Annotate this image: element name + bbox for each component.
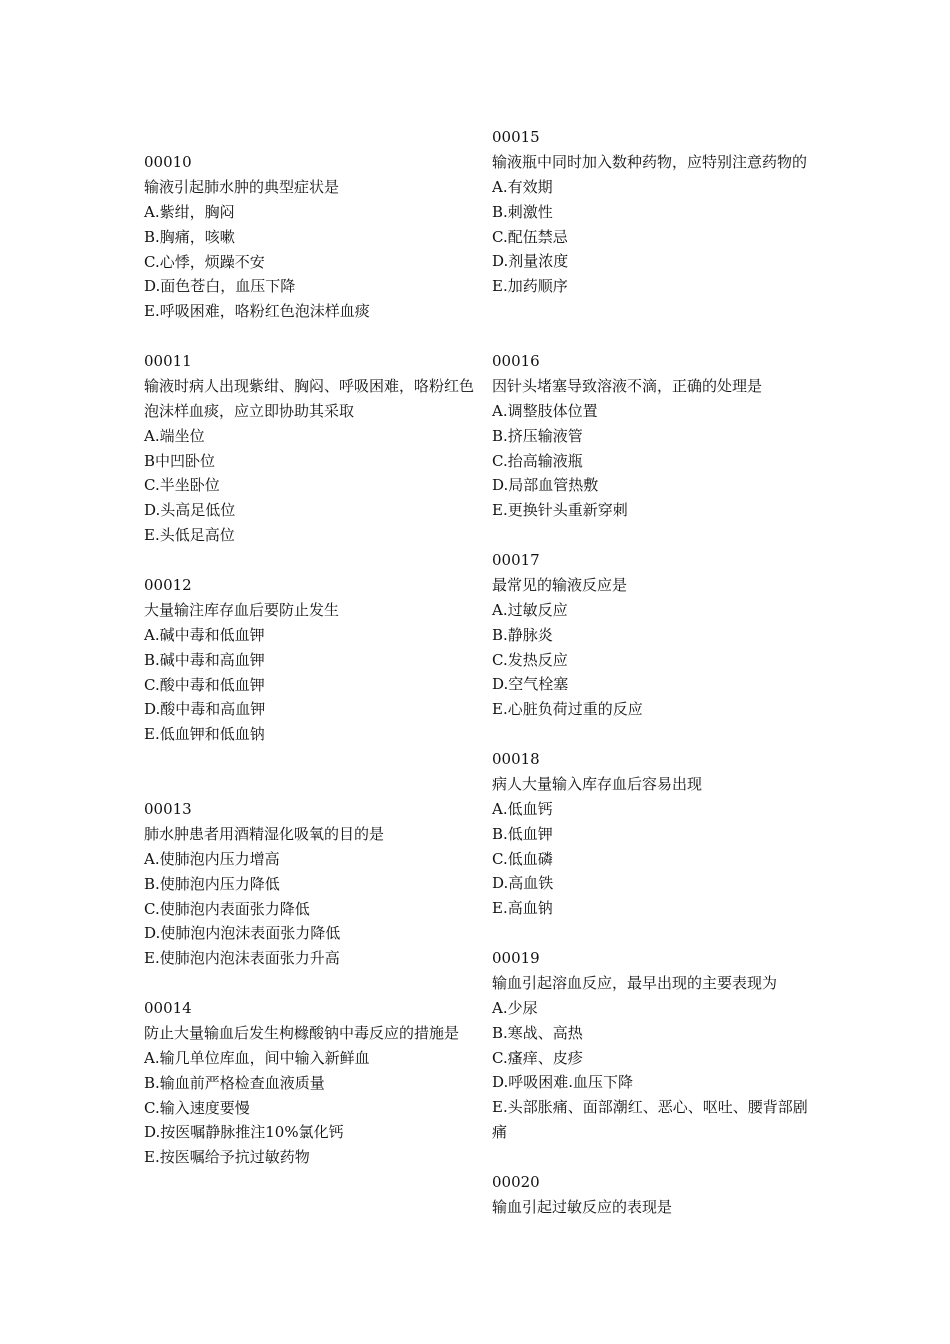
option-a: A.过敏反应 <box>492 600 568 619</box>
question-00018 <box>492 747 822 921</box>
question-stem: 输血引起过敏反应的表现是 <box>492 1197 673 1216</box>
question-stem: 大量输注库存血后要防止发生 <box>144 600 340 619</box>
option-e: E.低血钾和低血钠 <box>144 725 265 744</box>
option-d: D.酸中毒和高血钾 <box>144 700 266 719</box>
option-c: C.心悸，烦躁不安 <box>144 252 265 271</box>
question-00019 <box>492 946 822 1145</box>
option-e: E.使肺泡内泡沫表面张力升高 <box>144 949 340 968</box>
question-number: 00019 <box>492 949 540 967</box>
option-e: E.加药顺序 <box>492 277 568 296</box>
question-00016 <box>492 349 822 523</box>
option-b: B.输血前严格检查血液质量 <box>144 1073 325 1092</box>
option-c: C.半坐卧位 <box>144 476 220 495</box>
question-00020 <box>492 1170 822 1220</box>
question-00014 <box>144 996 474 1170</box>
option-a: A.少尿 <box>492 998 538 1017</box>
question-00017 <box>492 548 822 722</box>
option-d: D.面色苍白，血压下降 <box>144 277 296 296</box>
option-b: B中凹卧位 <box>144 451 216 470</box>
option-e: E.高血钠 <box>492 899 553 918</box>
question-00013 <box>144 797 474 971</box>
question-stem: 输液引起肺水肿的典型症状是 <box>144 177 340 196</box>
option-b: B.挤压输液管 <box>492 426 583 445</box>
option-d: D.局部血管热敷 <box>492 476 599 495</box>
option-c: C.瘙痒、皮疹 <box>492 1048 583 1067</box>
option-e: E.呼吸困难，咯粉红色泡沫样血痰 <box>144 302 370 321</box>
option-e: E.心脏负荷过重的反应 <box>492 700 643 719</box>
question-00015 <box>492 125 822 299</box>
option-e: E.头低足高位 <box>144 526 235 545</box>
option-d: D.按医嘱静脉推注10%氯化钙 <box>144 1123 344 1142</box>
option-c: C.输入速度要慢 <box>144 1098 250 1117</box>
option-c: C.使肺泡内表面张力降低 <box>144 899 310 918</box>
option-a: A.碱中毒和低血钾 <box>144 625 265 644</box>
question-stem: 肺水肿患者用酒精湿化吸氧的目的是 <box>144 824 385 843</box>
option-a: A.低血钙 <box>492 799 553 818</box>
question-00012 <box>144 573 474 747</box>
option-b: B.刺激性 <box>492 202 553 221</box>
option-e: E.更换针头重新穿刺 <box>492 501 628 520</box>
option-a: A.调整肢体位置 <box>492 401 598 420</box>
option-c: C.低血磷 <box>492 849 553 868</box>
option-d: D.呼吸困难.血压下降 <box>492 1073 634 1092</box>
option-b: B.使肺泡内压力降低 <box>144 874 280 893</box>
question-number: 00017 <box>492 551 540 569</box>
option-b: B.胸痛，咳嗽 <box>144 227 235 246</box>
option-b: B.低血钾 <box>492 824 553 843</box>
question-stem: 病人大量输入库存血后容易出现 <box>492 774 703 793</box>
option-d: D.高血铁 <box>492 874 554 893</box>
option-a: A.端坐位 <box>144 426 205 445</box>
option-b: B.静脉炎 <box>492 625 553 644</box>
option-c: C.配伍禁忌 <box>492 227 568 246</box>
option-a: A.输几单位库血，间中输入新鲜血 <box>144 1048 370 1067</box>
question-stem: 输血引起溶血反应，最早出现的主要表现为 <box>492 973 778 992</box>
question-number: 00018 <box>492 750 540 768</box>
option-d: D.使肺泡内泡沫表面张力降低 <box>144 924 341 943</box>
option-c: C.酸中毒和低血钾 <box>144 675 265 694</box>
question-number: 00014 <box>144 999 192 1017</box>
question-number: 00020 <box>492 1173 540 1191</box>
option-a: A.使肺泡内压力增高 <box>144 849 280 868</box>
question-number: 00013 <box>144 800 192 818</box>
question-stem: 因针头堵塞导致溶液不滴，正确的处理是 <box>492 376 763 395</box>
question-stem: 输液时病人出现紫绀、胸闷、呼吸困难，咯粉红色泡沫样血痰，应立即协助其采取 <box>144 376 475 420</box>
option-c: C.发热反应 <box>492 650 568 669</box>
question-number: 00012 <box>144 576 192 594</box>
question-number: 00015 <box>492 128 540 146</box>
option-a: A.紫绀，胸闷 <box>144 202 235 221</box>
option-d: D.剂量浓度 <box>492 252 569 271</box>
question-stem: 输液瓶中同时加入数种药物，应特别注意药物的 <box>492 152 808 171</box>
question-00011 <box>144 349 474 548</box>
option-d: D.头高足低位 <box>144 501 236 520</box>
question-stem: 最常见的输液反应是 <box>492 575 628 594</box>
question-number: 00016 <box>492 352 540 370</box>
option-c: C.抬高输液瓶 <box>492 451 583 470</box>
option-a: A.有效期 <box>492 177 553 196</box>
option-e: E.按医嘱给予抗过敏药物 <box>144 1148 310 1167</box>
option-d: D.空气栓塞 <box>492 675 569 694</box>
question-stem: 防止大量输血后发生枸橼酸钠中毒反应的措施是 <box>144 1023 460 1042</box>
option-e: E.头部胀痛、面部潮红、恶心、呕吐、腰背部剧痛 <box>492 1098 808 1142</box>
question-number: 00011 <box>144 352 192 370</box>
option-b: B.寒战、高热 <box>492 1023 583 1042</box>
question-number: 00010 <box>144 153 192 171</box>
option-b: B.碱中毒和高血钾 <box>144 650 265 669</box>
question-00010 <box>144 150 474 324</box>
